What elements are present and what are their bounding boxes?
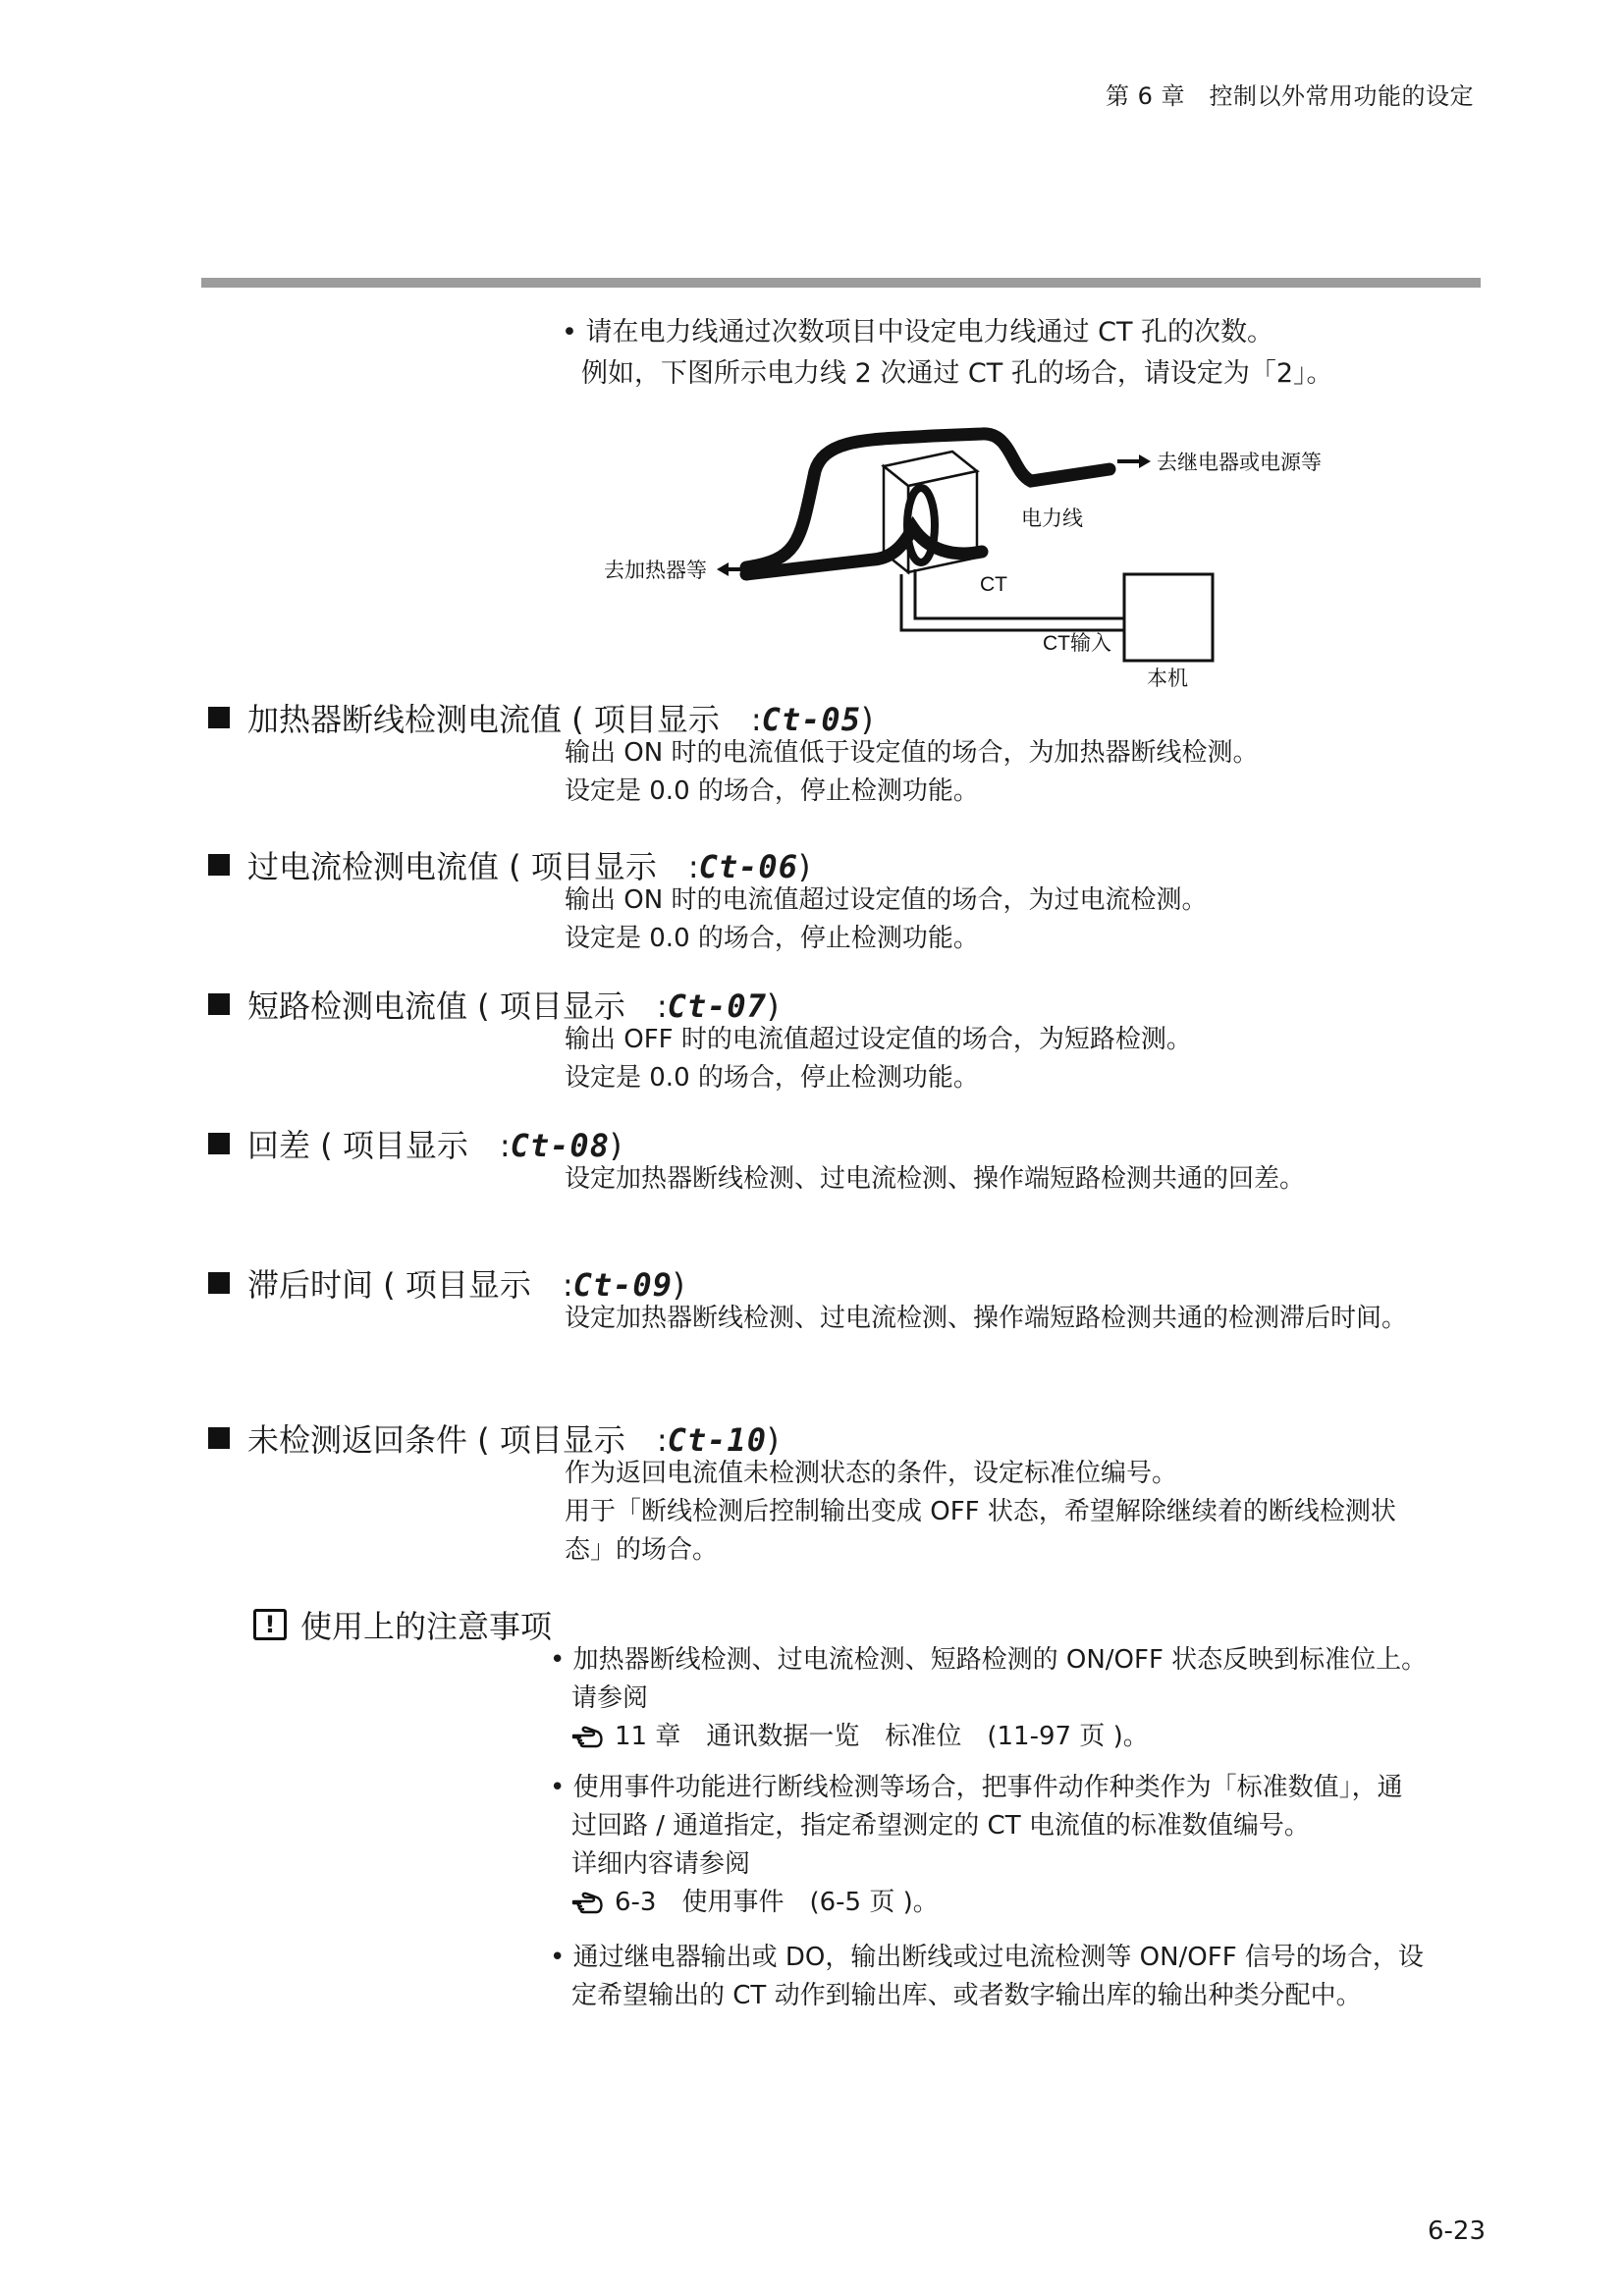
seven-seg-code: Ct-05: [761, 701, 861, 738]
reference-text: 6-3 使用事件 (6-5 页 )。: [615, 1888, 939, 1917]
reference-text: 11 章 通讯数据一览 标准位 (11-97 页 )。: [615, 1722, 1149, 1751]
label-power-line: 电力线: [1021, 507, 1083, 530]
seven-seg-code: Ct-06: [698, 848, 798, 885]
note-line: • 加热器断线检测、过电流检测、短路检测的 ON/OFF 状态反映到标准位上。: [550, 1645, 1428, 1675]
ct-lead-wire-2: [915, 569, 1124, 618]
main-unit-box: [1124, 574, 1213, 661]
label-to-relay: 去继电器或电源等: [1157, 452, 1322, 474]
note-line: 定希望输出的 CT 动作到输出库、或者数字输出库的输出种类分配中。: [571, 1981, 1362, 2010]
square-bullet-icon: [208, 1427, 230, 1449]
section-body: [565, 734, 1488, 811]
square-bullet-icon: [208, 993, 230, 1015]
body-line: 输出 OFF 时的电流值超过设定值的场合，为短路检测。: [565, 1025, 1192, 1054]
section-title-close: ): [797, 848, 811, 885]
section-body: [565, 1160, 1488, 1199]
arrow-right-icon: [1117, 454, 1151, 468]
body-line: 设定是 0.0 的场合，停止检测功能。: [565, 1063, 979, 1093]
section-title: 短路检测电流值 ( 项目显示 :: [247, 988, 668, 1025]
section-title: 过电流检测电流值 ( 项目显示 :: [247, 848, 699, 885]
seven-seg-code: Ct-09: [572, 1266, 673, 1304]
seven-seg-code: Ct-07: [667, 988, 767, 1025]
note-line: 过回路 / 通道指定，指定希望测定的 CT 电流值的标准数值编号。: [571, 1811, 1310, 1841]
square-bullet-icon: [208, 1133, 230, 1154]
note-line: • 使用事件功能进行断线检测等场合，把事件动作种类作为「标准数值」，通: [550, 1773, 1403, 1802]
note-bullet-3: [550, 1939, 1483, 2015]
body-line: 用于「断线检测后控制输出变成 OFF 状态，希望解除继续着的断线检测状: [565, 1497, 1396, 1526]
intro-line-1: • 请在电力线通过次数项目中设定电力线通过 CT 孔的次数。: [562, 317, 1274, 347]
body-line: 态」的场合。: [565, 1535, 719, 1565]
notes-heading: [253, 1602, 552, 1647]
square-bullet-icon: [208, 854, 230, 876]
section-title: 回差 ( 项目显示 :: [247, 1127, 511, 1164]
ct-lead-wire: [901, 574, 1124, 630]
reference-link[interactable]: [550, 1718, 1483, 1756]
square-bullet-icon: [208, 1272, 230, 1294]
pointing-hand-icon: [571, 1726, 605, 1749]
caution-icon: !: [253, 1609, 287, 1640]
label-ct-input: CT输入: [1043, 632, 1111, 655]
note-bullet-2: [550, 1769, 1483, 1922]
section-title-close: ): [609, 1127, 623, 1164]
section-title-close: ): [672, 1266, 685, 1304]
body-line: 作为返回电流值未检测状态的条件，设定标准位编号。: [565, 1459, 1178, 1488]
body-line: 设定加热器断线检测、过电流检测、操作端短路检测共通的回差。: [565, 1164, 1306, 1194]
note-line: 详细内容请参阅: [571, 1849, 751, 1879]
seven-seg-code: Ct-10: [667, 1421, 767, 1459]
header-rule: [201, 278, 1481, 288]
page-number: 6-23: [1428, 2216, 1487, 2246]
body-line: 输出 ON 时的电流值超过设定值的场合，为过电流检测。: [565, 885, 1208, 915]
section-title: 未检测返回条件 ( 项目显示 :: [247, 1421, 668, 1459]
note-line: 请参阅: [571, 1683, 649, 1713]
body-line: 设定加热器断线检测、过电流检测、操作端短路检测共通的检测滞后时间。: [565, 1304, 1408, 1333]
section-body: [565, 1455, 1488, 1570]
section-title-close: ): [860, 701, 874, 738]
section-body: [565, 881, 1488, 958]
section-body: [565, 1300, 1488, 1338]
intro-line-2: 例如，下图所示电力线 2 次通过 CT 孔的场合，请设定为「2」。: [581, 358, 1333, 389]
notes-title: 使用上的注意事项: [300, 1608, 553, 1645]
section-title-close: ): [766, 988, 780, 1025]
section-body: [565, 1021, 1488, 1097]
reference-link[interactable]: [550, 1884, 1483, 1922]
section-title: 加热器断线检测电流值 ( 项目显示 :: [247, 701, 762, 738]
chapter-header: 第 6 章 控制以外常用功能的设定: [1106, 82, 1475, 110]
body-line: 设定是 0.0 的场合，停止检测功能。: [565, 776, 979, 806]
seven-seg-code: Ct-08: [510, 1127, 610, 1164]
note-line: • 通过继电器输出或 DO，输出断线或过电流检测等 ON/OFF 信号的场合，设: [550, 1943, 1424, 1972]
body-line: 设定是 0.0 的场合，停止检测功能。: [565, 924, 979, 953]
ct-wiring-diagram: [589, 412, 1335, 697]
label-main-unit: 本机: [1147, 667, 1188, 690]
pointing-hand-icon: [571, 1892, 605, 1915]
section-title-close: ): [766, 1421, 780, 1459]
section-heading: [208, 1121, 622, 1166]
square-bullet-icon: [208, 707, 230, 728]
label-ct: CT: [980, 573, 1007, 596]
note-bullet-1: [550, 1641, 1483, 1756]
label-to-heater: 去加热器等: [604, 560, 707, 582]
section-title: 滞后时间 ( 项目显示 :: [247, 1266, 573, 1304]
body-line: 输出 ON 时的电流值低于设定值的场合，为加热器断线检测。: [565, 738, 1259, 768]
